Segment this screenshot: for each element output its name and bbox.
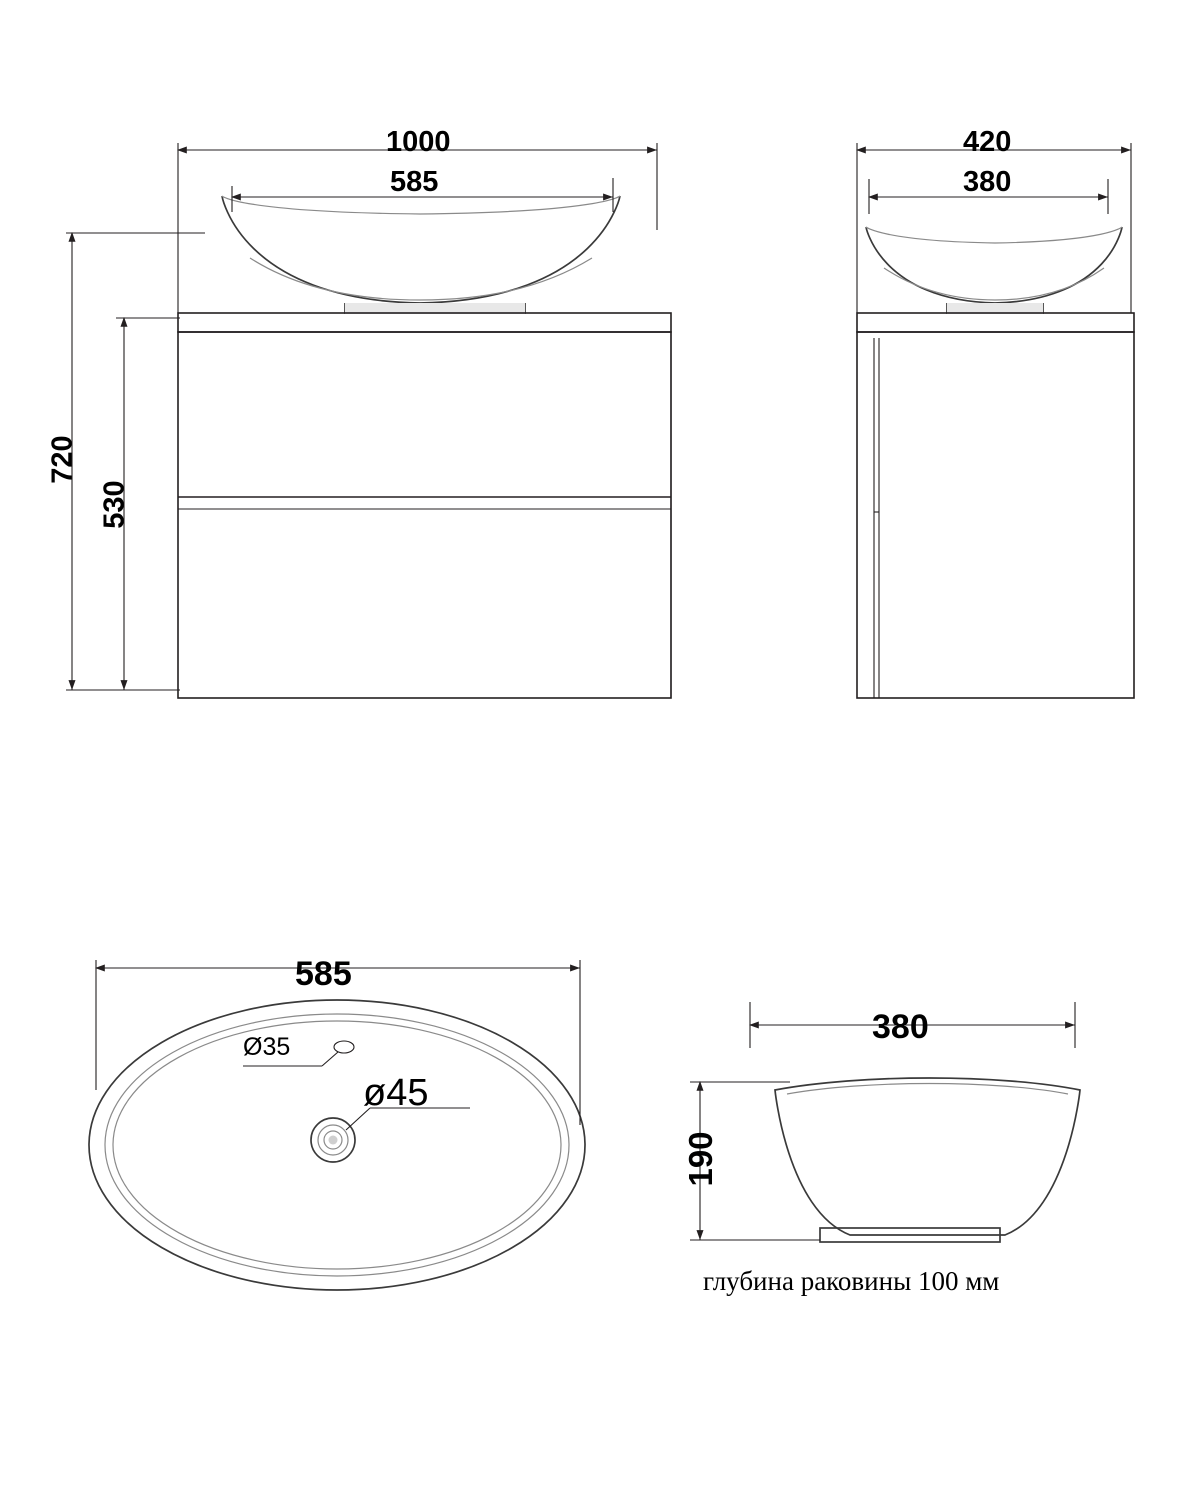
basin-top-view-shape — [89, 1000, 585, 1290]
dim-label-cabinet-width: 1000 — [386, 126, 451, 158]
basin-side-shape — [866, 227, 1122, 314]
dim-label-tap-hole: Ø35 — [243, 1033, 291, 1061]
basin-section-shape — [775, 1078, 1080, 1242]
dim-label-total-height: 720 — [46, 435, 79, 484]
basin-front-shape — [222, 196, 620, 314]
dim-label-cabinet-depth: 420 — [963, 126, 1012, 158]
dim-label-basin-length-top: 585 — [295, 955, 352, 993]
cabinet-side-body — [857, 313, 1134, 698]
dim-label-basin-width-section: 380 — [872, 1008, 929, 1046]
dim-label-cabinet-height: 530 — [98, 480, 131, 529]
cabinet-front-body — [178, 313, 671, 698]
basin-depth-note: глубина раковины 100 мм — [703, 1266, 1000, 1296]
dim-label-basin-depth-side: 380 — [963, 166, 1012, 198]
dim-label-drain-hole: ø45 — [363, 1072, 429, 1114]
dim-label-basin-width-front: 585 — [390, 166, 439, 198]
dim-total-height — [66, 233, 205, 690]
dim-label-basin-height-section: 190 — [682, 1131, 719, 1187]
